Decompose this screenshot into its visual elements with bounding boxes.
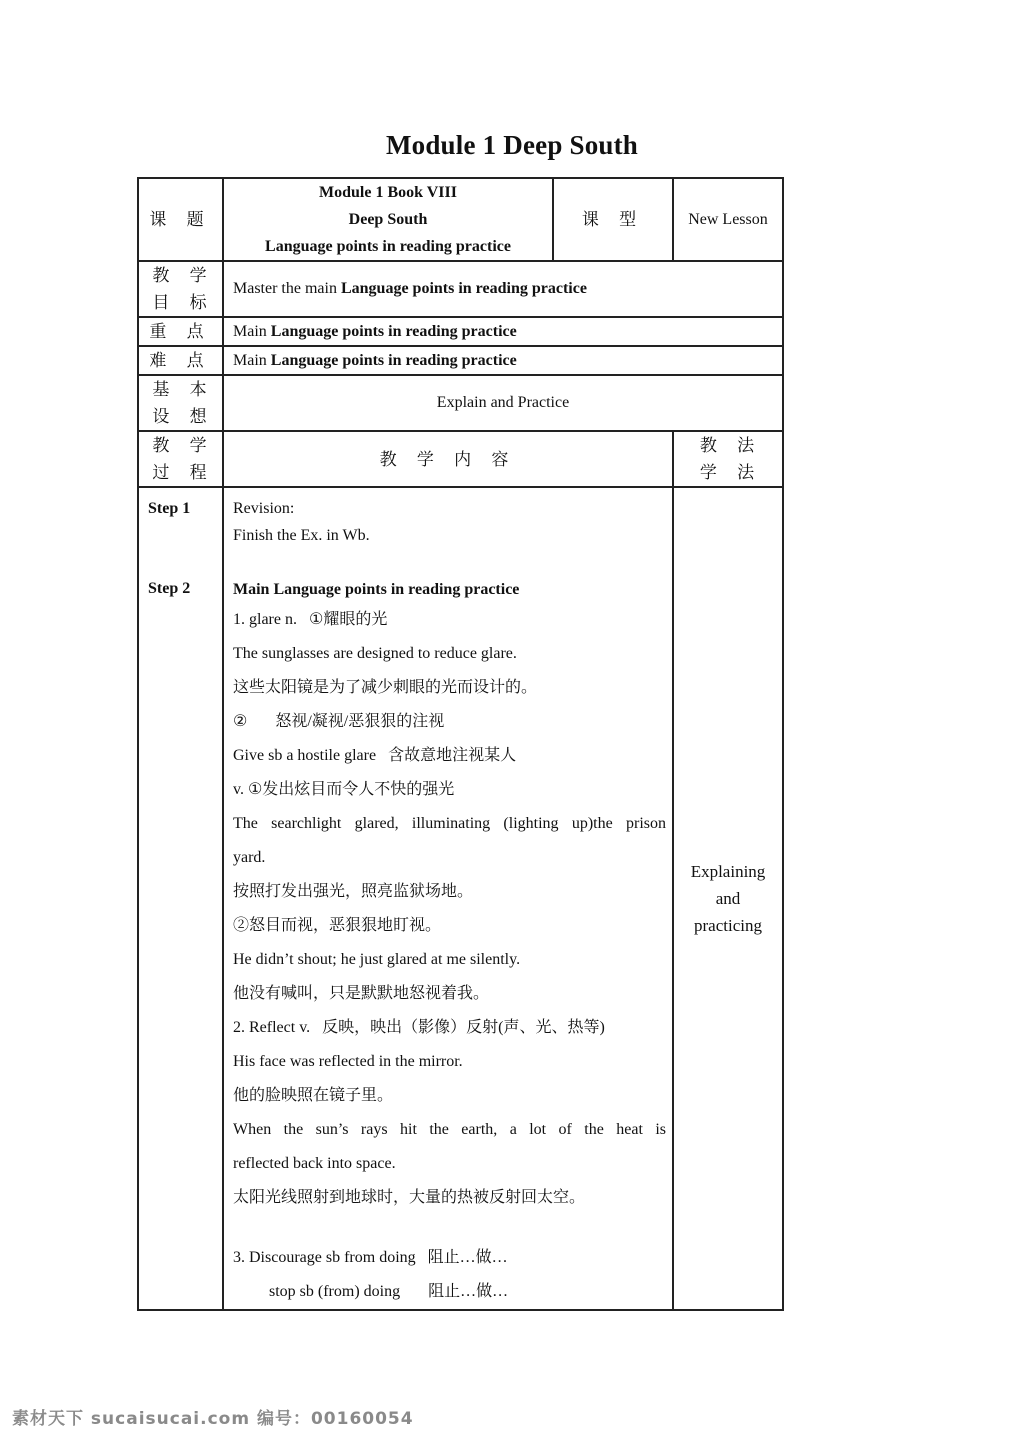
content-line: 按照打发出强光，照亮监狱场地。 xyxy=(233,883,474,900)
content-line: yard. xyxy=(233,849,266,866)
difficult-point-row xyxy=(138,346,783,375)
content-line: When the sun’s rays hit the earth, a lot of the heat is xyxy=(233,1121,666,1138)
content-column xyxy=(223,487,673,1310)
revision-text: Revision: xyxy=(233,500,295,517)
content-line: 2. Reflect v. 反映，映出（影像）反射(声、光、热等) xyxy=(233,1019,605,1036)
topic-label: 课 题 xyxy=(138,178,223,261)
lesson-type-value: New Lesson xyxy=(673,178,783,261)
lesson-type-label: 课 型 xyxy=(553,178,673,261)
content-line: 这些太阳镜是为了减少刺眼的光而设计的。 xyxy=(233,679,538,696)
content-line: reflected back into space. xyxy=(233,1155,396,1172)
revision-task: Finish the Ex. in Wb. xyxy=(233,527,370,544)
content-line: Give sb a hostile glare 含故意地注视某人 xyxy=(233,747,517,764)
topic-value xyxy=(223,178,553,261)
process-label: 教 学 过 程 xyxy=(138,431,223,487)
content-line: 1. glare n. ①耀眼的光 xyxy=(233,611,388,628)
method-header: 教 法 学 法 xyxy=(673,431,783,487)
design-row xyxy=(138,375,783,431)
content-line: v. ①发出炫目而令人不快的强光 xyxy=(233,781,455,798)
goal-label: 教 学 目 标 xyxy=(138,261,223,317)
content-line: His face was reflected in the mirror. xyxy=(233,1053,463,1070)
content-line: The searchlight glared, illuminating (lighting up)the prison xyxy=(233,815,666,832)
main-points-heading: Main Language points in reading practice xyxy=(233,581,520,598)
content-line: 他没有喊叫，只是默默地怒视着我。 xyxy=(233,985,490,1002)
goal-row xyxy=(138,261,783,317)
lesson-plan-table xyxy=(137,177,784,1311)
content-line: 太阳光线照射到地球时，大量的热被反射回太空。 xyxy=(233,1189,586,1206)
key-point-row xyxy=(138,317,783,346)
document-title: Module 1 Deep South xyxy=(385,130,639,160)
process-header-row xyxy=(138,431,783,487)
step-column xyxy=(138,487,223,1310)
content-line: stop sb (from) doing 阻止…做… xyxy=(269,1283,509,1300)
watermark-footer: 素材天下 sucaisucai.com 编号：00160054 xyxy=(12,1409,414,1429)
content-header: 教 学 内 容 xyxy=(223,431,673,487)
topic-line: Module 1 Book VIII xyxy=(319,184,457,201)
design-value: Explain and Practice xyxy=(223,375,783,431)
content-line: 3. Discourage sb from doing 阻止…做… xyxy=(233,1249,508,1266)
key-point-value: Main Language points in reading practice xyxy=(223,317,783,346)
process-row xyxy=(138,487,783,1310)
goal-value: Master the main Language points in reading practice xyxy=(223,261,783,317)
difficult-point-label: 难 点 xyxy=(138,346,223,375)
content-line: He didn’t shout; he just glared at me silently. xyxy=(233,951,521,968)
topic-row xyxy=(138,178,783,261)
content-line: ② 怒视/凝视/恶狠狠的注视 xyxy=(233,713,445,730)
content-line: The sunglasses are designed to reduce glare. xyxy=(233,645,517,662)
topic-line: Deep South xyxy=(348,211,428,228)
key-point-label: 重 点 xyxy=(138,317,223,346)
step-1-label: Step 1 xyxy=(148,500,191,517)
topic-line: Language points in reading practice xyxy=(265,238,511,255)
method-text: Explaining xyxy=(690,862,766,881)
step-2-label: Step 2 xyxy=(148,580,191,597)
design-label: 基 本 设 想 xyxy=(138,375,223,431)
method-text: practicing xyxy=(694,916,762,935)
content-line: 他的脸映照在镜子里。 xyxy=(233,1087,394,1104)
method-text: and xyxy=(715,889,741,908)
content-line: ②怒目而视，恶狠狠地盯视。 xyxy=(233,917,442,934)
method-column xyxy=(673,487,783,1310)
difficult-point-value: Main Language points in reading practice xyxy=(223,346,783,375)
